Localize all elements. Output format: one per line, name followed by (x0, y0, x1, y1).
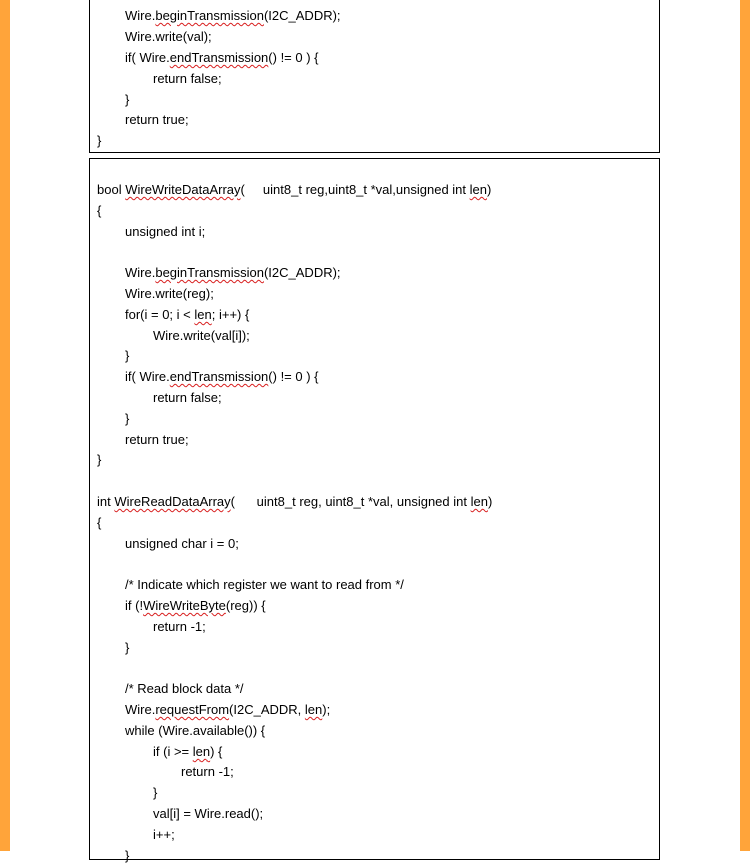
code-text: Wire.write(val[i]); (153, 328, 250, 343)
spellcheck-flagged-word: WireReadDataArray (114, 494, 231, 509)
code-line (125, 347, 129, 365)
code-line (153, 327, 250, 345)
code-text: (I2C_ADDR, (229, 702, 305, 717)
code-text: } (125, 348, 130, 363)
code-text: Wire. (125, 265, 156, 280)
code-line (125, 410, 129, 428)
code-text: () != 0 ) { (268, 369, 319, 384)
code-line (125, 264, 341, 282)
code-text: while (Wire.available()) { (125, 723, 266, 738)
code-text: ) (487, 182, 492, 197)
code-line (125, 368, 319, 386)
code-text: ( uint8_t reg, uint8_t *val, unsigned int (230, 494, 471, 509)
page-border-right (740, 0, 750, 851)
code-text: ) (487, 494, 493, 509)
code-line-comment (125, 680, 244, 698)
code-line (125, 701, 330, 719)
code-text: i++; (153, 827, 175, 842)
code-text: ) { (210, 744, 223, 759)
code-line (153, 826, 175, 844)
code-line (153, 743, 222, 761)
code-line (125, 223, 205, 241)
code-text: bool (97, 182, 126, 197)
code-text: if( Wire. (125, 50, 170, 65)
code-line (97, 514, 101, 532)
code-text: return -1; (181, 764, 234, 779)
code-line (125, 7, 341, 25)
spellcheck-flagged-word: len (469, 182, 487, 197)
code-text: val[i] = Wire.read(); (153, 806, 264, 821)
code-line (153, 389, 222, 407)
code-line-function-signature (97, 181, 491, 199)
code-line-comment (125, 576, 404, 594)
code-text: ); (322, 702, 331, 717)
spellcheck-flagged-word: len (470, 494, 488, 509)
code-text: } (97, 452, 102, 467)
code-line (153, 784, 157, 802)
code-text: } (125, 92, 130, 107)
code-text: if (! (125, 598, 144, 613)
code-text: Wire.write(reg); (125, 286, 214, 301)
code-text: (I2C_ADDR); (263, 8, 341, 23)
code-text: () != 0 ) { (268, 50, 319, 65)
page-border-left (0, 0, 10, 851)
code-line (97, 132, 101, 150)
code-text: (I2C_ADDR); (263, 265, 341, 280)
code-line (125, 306, 249, 324)
code-text: unsigned int i; (125, 224, 206, 239)
code-line (153, 618, 206, 636)
code-text: if( Wire. (125, 369, 170, 384)
code-text: } (153, 785, 158, 800)
code-text: } (125, 848, 130, 863)
code-text: Wire. (125, 8, 156, 23)
code-text: for(i = 0; i < (125, 307, 195, 322)
code-text: { (97, 515, 102, 530)
code-box-main (89, 158, 660, 863)
code-text: Wire. (125, 702, 156, 717)
code-line (125, 111, 189, 129)
code-text: /* Read block data */ (125, 681, 244, 696)
code-text: /* Indicate which register we want to read from */ (125, 577, 404, 592)
code-box-top (89, 0, 660, 153)
code-line (97, 202, 101, 220)
spellcheck-flagged-word: requestFrom (155, 702, 230, 717)
spellcheck-flagged-word: beginTransmission (155, 265, 264, 280)
code-line (153, 805, 263, 823)
code-text: int (97, 494, 115, 509)
code-text: (reg)) { (225, 598, 266, 613)
spellcheck-flagged-word: WireWriteByte (143, 598, 226, 613)
code-text: return -1; (153, 619, 206, 634)
spellcheck-flagged-word: len (192, 744, 211, 759)
code-line (125, 285, 214, 303)
code-text: ( uint8_t reg,uint8_t *val,unsigned int (240, 182, 470, 197)
spellcheck-flagged-word: beginTransmission (155, 8, 264, 23)
code-text: } (125, 640, 130, 655)
code-line (125, 639, 129, 657)
code-line (153, 70, 222, 88)
code-line-function-signature (97, 493, 492, 511)
code-text: Wire.write(val); (125, 29, 212, 44)
code-text: return false; (153, 390, 222, 405)
code-text: ; i++) { (211, 307, 250, 322)
code-text: unsigned char i = 0; (125, 536, 239, 551)
code-text: return false; (153, 71, 222, 86)
spellcheck-flagged-word: len (194, 307, 212, 322)
code-text: { (97, 203, 102, 218)
spellcheck-flagged-word: WireWriteDataArray (125, 182, 241, 197)
code-line (125, 847, 129, 865)
code-text: if (i >= (153, 744, 193, 759)
code-line (125, 91, 129, 109)
code-text: } (125, 411, 130, 426)
code-line (125, 722, 265, 740)
spellcheck-flagged-word: endTransmission (169, 369, 269, 384)
spellcheck-flagged-word: len (304, 702, 323, 717)
code-line (125, 431, 189, 449)
code-text: return true; (125, 432, 189, 447)
code-line (125, 597, 266, 615)
spellcheck-flagged-word: endTransmission (169, 50, 269, 65)
code-line (125, 49, 319, 67)
code-line (181, 763, 234, 781)
code-line (97, 451, 101, 469)
code-text: return true; (125, 112, 189, 127)
code-line (125, 28, 212, 46)
code-text: } (97, 133, 102, 148)
code-line (125, 535, 239, 553)
